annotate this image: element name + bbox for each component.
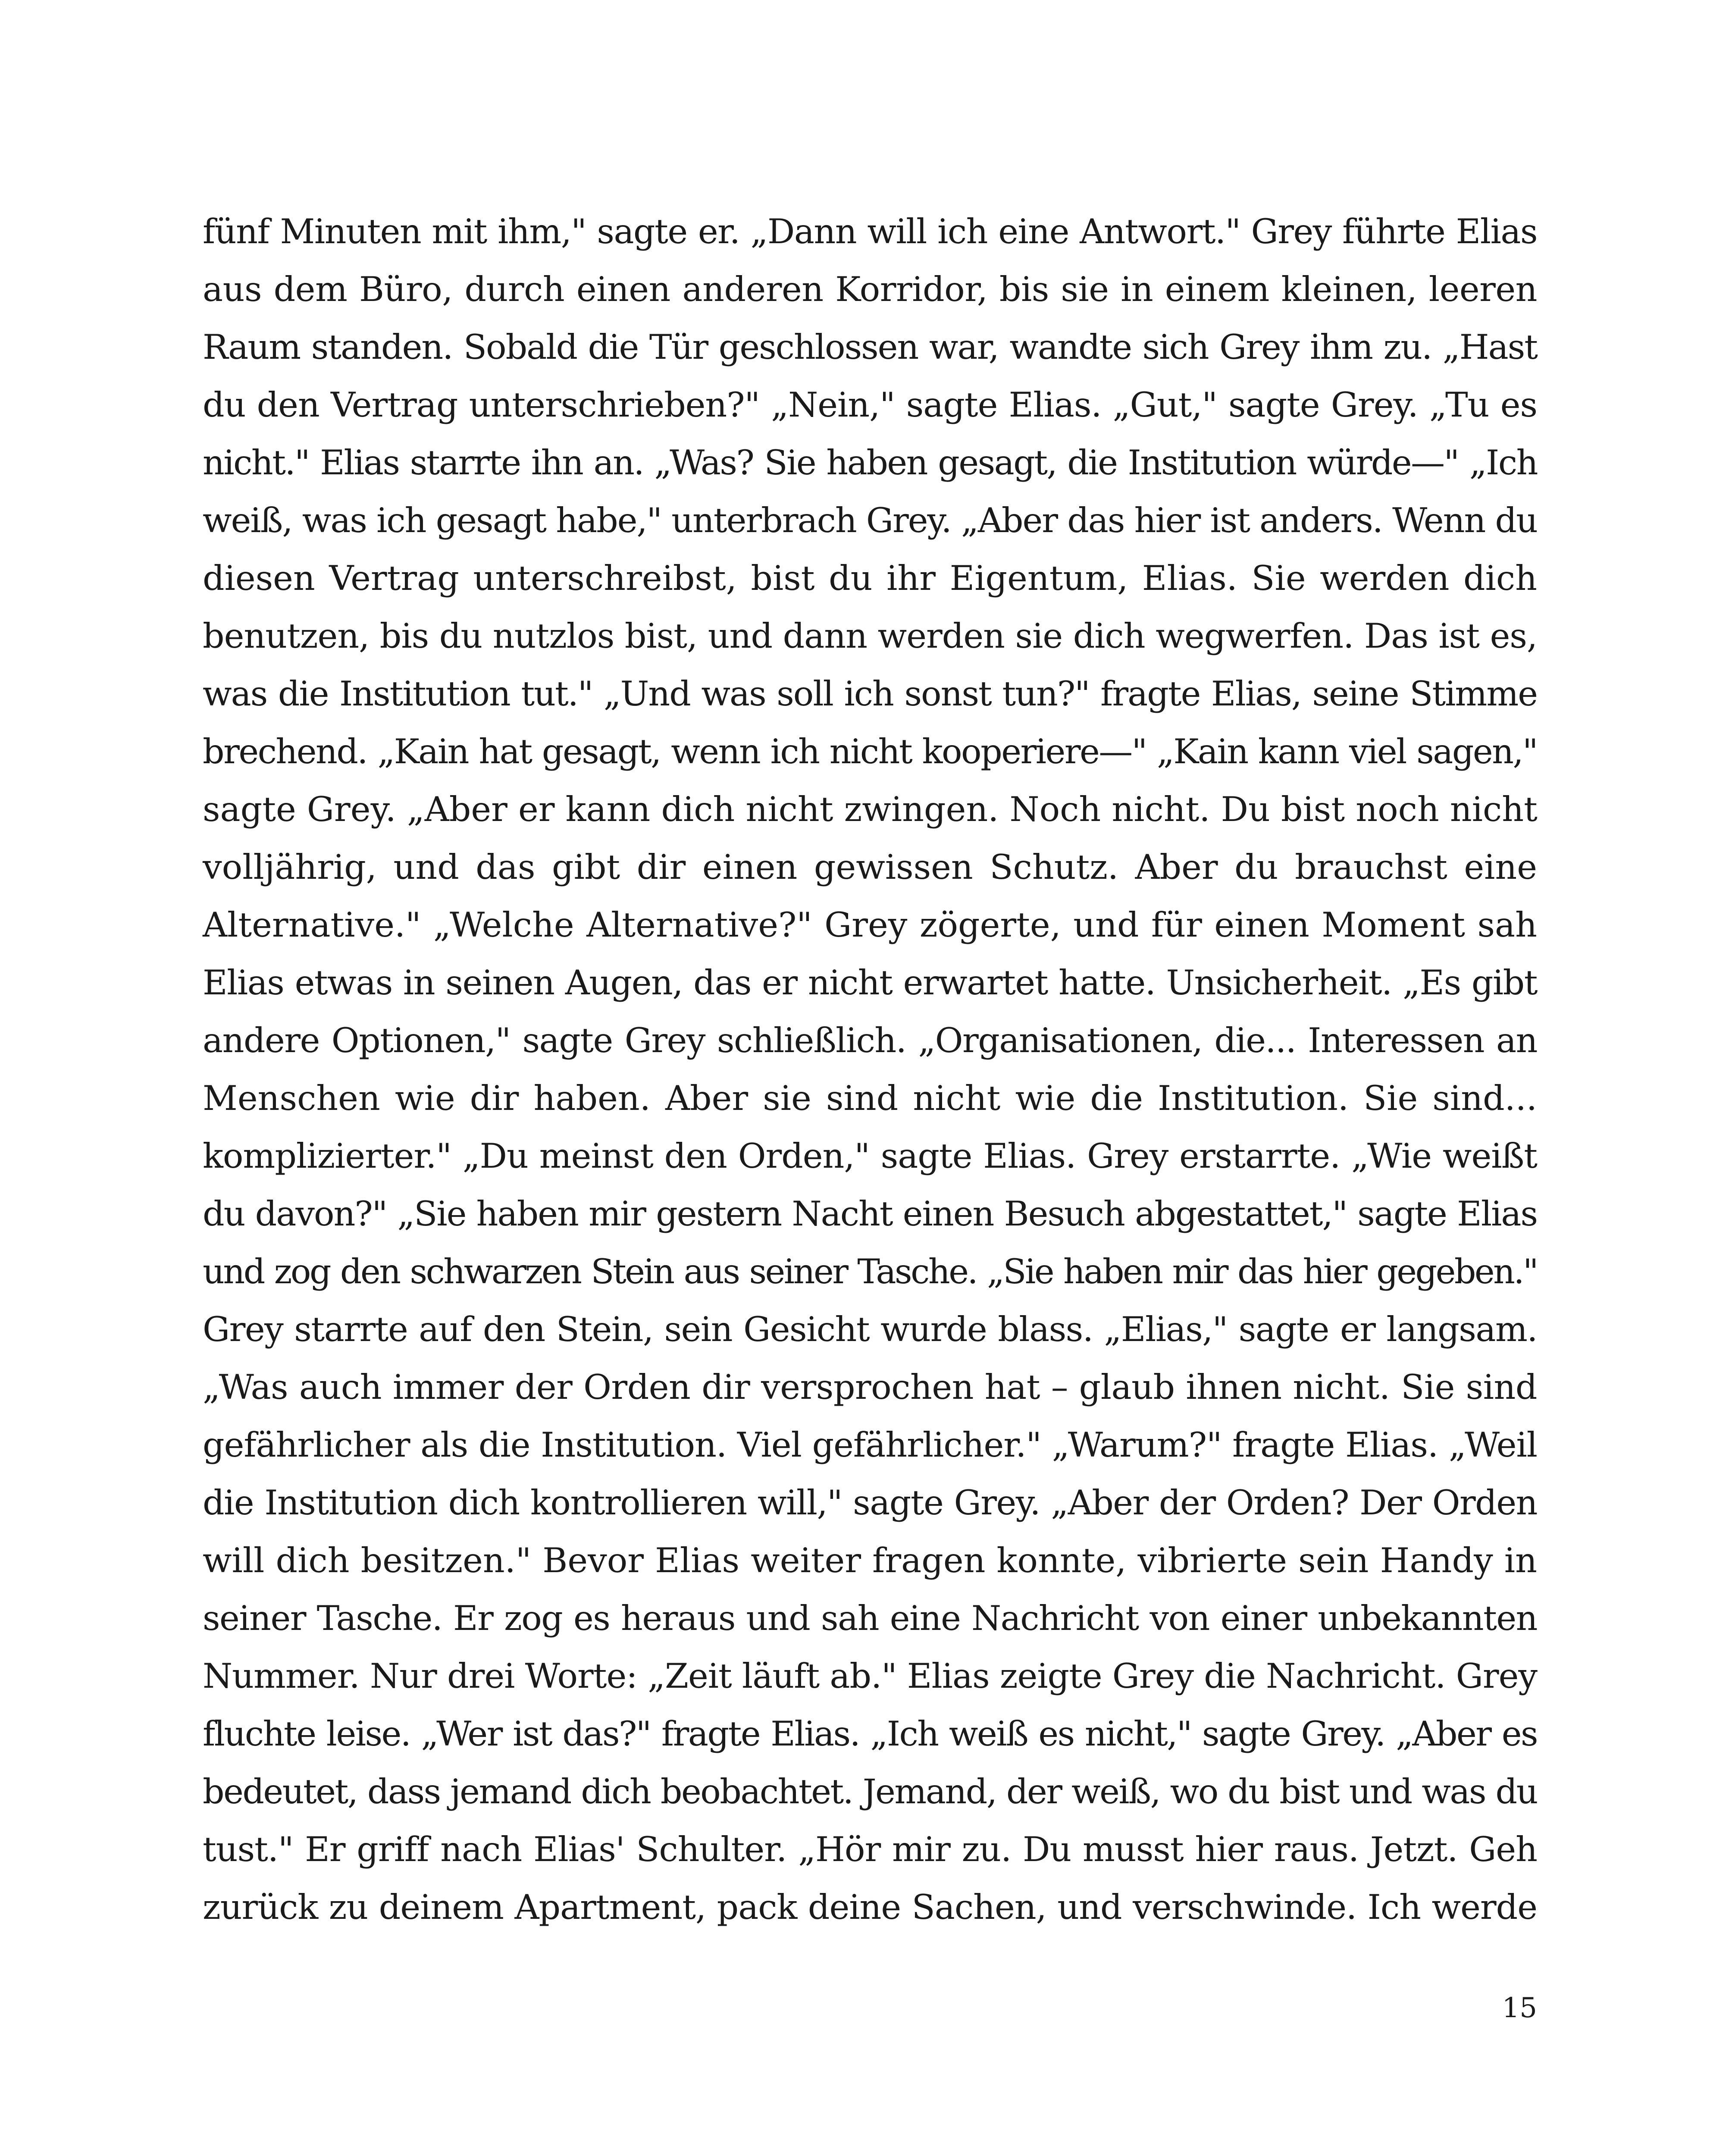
text-line: weiß, was ich gesagt habe," unterbrach Grey. „Aber das hier ist anders. Wenn du [203, 501, 1537, 540]
text-line: Nummer. Nur drei Worte: „Zeit läuft ab." Elias zeigte Grey die Nachricht. Grey [203, 1656, 1537, 1696]
text-line: benutzen, bis du nutzlos bist, und dann werden sie dich wegwerfen. Das ist es, [203, 616, 1537, 656]
text-line: sagte Grey. „Aber er kann dich nicht zwingen. Noch nicht. Du bist noch nicht [203, 790, 1538, 829]
text-line: aus dem Büro, durch einen anderen Korridor, bis sie in einem kleinen, leeren [203, 270, 1537, 309]
text-line: fünf Minuten mit ihm," sagte er. „Dann will ich eine Antwort." Grey führte Elias [203, 212, 1537, 251]
text-line: will dich besitzen." Bevor Elias weiter fragen konnte, vibrierte sein Handy in [203, 1541, 1537, 1580]
page-number: 15 [1502, 1992, 1537, 2024]
text-line: andere Optionen," sagte Grey schließlich. „Organisationen, die... Interessen an [203, 1021, 1537, 1060]
text-line: gefährlicher als die Institution. Viel gefährlicher." „Warum?" fragte Elias. „Weil [203, 1425, 1537, 1465]
text-line: „Was auch immer der Orden dir versprochen hat – glaub ihnen nicht. Sie sind [203, 1367, 1537, 1407]
text-line: Elias etwas in seinen Augen, das er nicht erwartet hatte. Unsicherheit. „Es gibt [203, 963, 1537, 1003]
text-line: und zog den schwarzen Stein aus seiner Tasche. „Sie haben mir das hier gegeben." [203, 1252, 1537, 1291]
text-line: die Institution dich kontrollieren will," sagte Grey. „Aber der Orden? Der Orden [203, 1483, 1537, 1523]
text-line: Raum standen. Sobald die Tür geschlossen war, wandte sich Grey ihm zu. „Hast [203, 327, 1537, 367]
text-line: was die Institution tut." „Und was soll ich sonst tun?" fragte Elias, seine Stimme [203, 674, 1537, 714]
text-line: bedeutet, dass jemand dich beobachtet. Jemand, der weiß, wo du bist und was du [203, 1772, 1537, 1811]
text-line: du den Vertrag unterschrieben?" „Nein," sagte Elias. „Gut," sagte Grey. „Tu es [203, 385, 1537, 425]
text-line: komplizierter." „Du meinst den Orden," sagte Elias. Grey erstarrte. „Wie weißt [203, 1136, 1537, 1176]
text-line: Alternative." „Welche Alternative?" Grey zögerte, und für einen Moment sah [203, 905, 1537, 945]
text-line: nicht." Elias starrte ihn an. „Was? Sie haben gesagt, die Institution würde—" „Ich [203, 443, 1537, 483]
text-line: fluchte leise. „Wer ist das?" fragte Elias. „Ich weiß es nicht," sagte Grey. „Aber es [203, 1714, 1537, 1754]
text-line: tust." Er griff nach Elias' Schulter. „Hör mir zu. Du musst hier raus. Jetzt. Geh [203, 1830, 1537, 1869]
text-line: Grey starrte auf den Stein, sein Gesicht wurde blass. „Elias," sagte er langsam. [203, 1310, 1537, 1349]
text-line: du davon?" „Sie haben mir gestern Nacht einen Besuch abgestattet," sagte Elias [203, 1194, 1537, 1234]
text-line: diesen Vertrag unterschreibst, bist du ihr Eigentum, Elias. Sie werden dich [203, 558, 1537, 598]
text-line: seiner Tasche. Er zog es heraus und sah eine Nachricht von einer unbekannten [203, 1598, 1537, 1638]
body-text [203, 203, 1537, 1936]
text-line: brechend. „Kain hat gesagt, wenn ich nicht kooperiere—" „Kain kann viel sagen," [203, 732, 1537, 771]
text-line: zurück zu deinem Apartment, pack deine Sachen, und verschwinde. Ich werde [203, 1887, 1537, 1927]
text-line: volljährig, und das gibt dir einen gewissen Schutz. Aber du brauchst eine [203, 847, 1537, 887]
text-line: Menschen wie dir haben. Aber sie sind nicht wie die Institution. Sie sind... [203, 1078, 1537, 1118]
